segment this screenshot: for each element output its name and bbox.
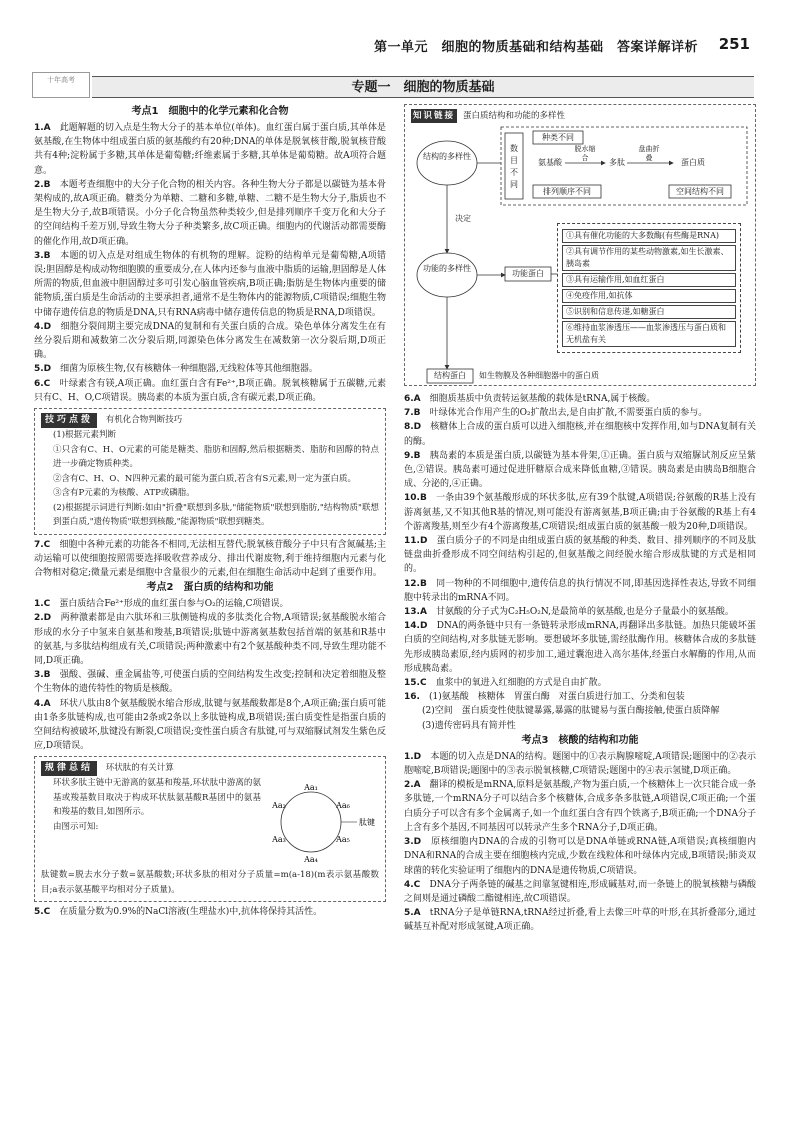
topic-title: 专题一 细胞的物质基础 [92,76,754,98]
answer-text: 两种激素都是由六肽环和三肽侧链构成的多肽类化合物,A项错误;氨基酸脱水缩合形成的水分子中氢来自氨基和羧基,B项错误;肽链中游离氨基数包括首端的氨基和R基中的氨基,与多肽结构组成有关,C项错误;两种激素中有2个氨基酸种类不同,导致生理功能不同,D项正确。 [34,613,386,666]
dehydration-label: 脱水缩合 [574,145,596,162]
answer-key: 4.C [404,879,421,890]
answer-item [404,835,756,878]
answer-text: 血浆中的氧进入红细胞的方式是自由扩散。 [435,678,607,689]
cyclic-peptide-diagram [261,776,379,868]
answer-text: 甘氨酸的分子式为C₂H₅O₂N,是最简单的氨基酸,也是分子量最小的氨基酸。 [435,607,734,618]
answer-item [404,906,756,934]
answer-text: 叶绿体光合作用产生的O₂扩散出去,是自由扩散,不需要蛋白质的参与。 [429,408,708,419]
concept-map [404,104,756,386]
amino-acid-label: 氨基酸 [538,158,562,167]
answer-key: 9.B [404,450,421,461]
answer-text: (3)遗传密码具有简并性 [422,720,516,731]
answer-item [34,362,386,376]
answer-item [34,249,386,320]
answer-text: 核糖体上合成的蛋白质可以进入细胞核,并在细胞核中发挥作用,如与DNA复制有关的酶。 [404,422,756,447]
right-column [404,104,756,935]
peptide-label: 多肽 [609,158,625,167]
function-protein: 功能蛋白 [512,269,544,278]
answer-text: 叶绿素含有镁,A项正确。血红蛋白含有Fe²⁺,B项正确。脱氧核糖属于五碳糖,元素只有C、H、O,C项错误。胰岛素的本质为蛋白质,含有碳元素,D项正确。 [34,378,386,403]
answer-key: 11.D [404,536,428,547]
answer-item [404,577,756,605]
answer-item [404,449,756,492]
answer-item [34,611,386,668]
answer-key: 1.D [404,751,422,762]
answer-item [404,392,756,406]
space-label: 空间结构不同 [676,187,724,196]
answer-key: 4.D [34,321,52,332]
answer-text: 强酸、强碱、重金属盐等,可使蛋白质的空间结构发生改变;控制和决定着细胞及整个生物体的遗传特性的物质是核酸。 [34,670,386,695]
answer-key: 2.A [404,780,421,791]
tip-title: 环状肽的有关计算 [105,763,174,774]
tip-line: ①只含有C、H、O元素的可能是糖类、脂肪和固醇,然后根据糖类、脂肪和固醇的特点进一步确定物质种类。 [53,444,379,470]
answer-list-2 [34,597,386,753]
answer-text: 蛋白质结合Fe²⁺形成的血红蛋白参与O₂的运输,C项错误。 [59,599,289,610]
tip-line: ③含有P元素的为核酸、ATP或磷脂。 [53,488,195,499]
answer-text: 本题的切入点是对组成生物体的有机物的理解。淀粉的结构单元是葡萄糖,A项错误;胆固醇是构成动物细胞膜的重要成分,在人体内还参与血液中脂质的运输,胆固醇是人体所需的物质,但血液中胆固醇过多可引发心脑血管疾病,B项正确;脂肪是生物体内重要的储能物质,蛋白质是生命活动的主要承担者,通常不是生物体内的能源物质,C项错误;细胞生物中储存遗传信息的物质是DNA,只有RNA病毒中储存遗传信息的物质是RNA,D项错误。 [34,250,386,318]
answer-item [34,668,386,696]
diagram-badge: 知识链接 [411,109,457,123]
ring-circle [281,792,341,852]
function-list [557,223,741,353]
answer-item: 7.C 细胞中各种元素的功能各不相同,无法相互替代;脱氧核苷酸分子中只有含氮碱基;主动运输可以使细胞按照需要选择吸收营养成分、排出代谢废物,利于维持细胞内元素与化合物相对稳定;微量元素是细胞中含量很少的元素,但在细胞生命活动中起到了重要作用。 [34,539,386,578]
answer-item [34,320,386,363]
function-diversity: 功能的多样性 [423,264,471,273]
tip-line: (1)根据元素判断 [53,430,117,441]
answer-key: 1.A [34,123,51,133]
answer-item [34,597,386,611]
function-ellipse [417,253,477,297]
answer-text: 同一物种的不同细胞中,遗传信息的执行情况不同,即基因选择性表达,导致不同细胞中转录出的mRNA不同。 [404,578,756,603]
function-item: ④免疫作用,如抗体 [562,289,736,303]
tip-badge: 规律总结 [41,761,97,776]
answer-key: 5.D [34,364,52,375]
tip-formula: 肽键数=脱去水分子数=氨基酸数;环状多肽的相对分子质量=m(a-18)(m表示氨基酸数目;a表示氨基酸平均相对分子质量)。 [41,870,379,895]
answer-text: 本题的切入点是DNA的结构。题图中的①表示胸腺嘧啶,A项错误;题图中的②表示胞嘧啶,B项错误;题图中的③表示脱氧核糖,C项错误;题图中的④表示氢键,D项正确。 [404,751,756,777]
kind-label: 种类不同 [542,133,574,142]
answer-text: 蛋白质分子的不同是由组成蛋白质的氨基酸的种类、数目、排列顺序的不同及肽链盘曲折叠形成不同空间结构引起的,但氨基酸之间经脱水缩合形成肽键的方式是相同的。 [404,536,756,575]
answer-key: 2.D [34,613,52,624]
tip-line: ②含有C、H、O、N四种元素的最可能为蛋白质,若含有S元素,则一定为蛋白质。 [53,473,357,484]
answer-item [404,406,756,420]
answer-text: 环状八肽由8个氨基酸脱水缩合形成,肽键与氨基酸数都是8个,A项正确;蛋白质可能由1条多肽链构成,也可能由2条或2条以上多肽链构成,B项错误;蛋白质变性是指蛋白质的空间结构被破坏,肽键没有断裂,C项错误;变性蛋白质含有肽键,可与双缩脲试剂发生紫色反应,D项错误。 [34,698,386,752]
answer-item: 5.C 在质量分数为0.9%的NaCl溶液(生理盐水)中,抗体将保持其活性。 [34,907,323,918]
answer-text: 本题考查细胞中的大分子化合物的相关内容。各种生物大分子都是以碳链为基本骨架构成的,故A项正确。糖类分为单糖、二糖和多糖,单糖、二糖不是生物大分子,脂质也不是生物大分子,故B项错误。小分子化合物虽然种类较少,但是排列顺序千变万化和大分子的空间结构千差万别,导致生物大分子种类繁多,故C项正确。细胞内的代谢活动都需要酶的催化作用,故D项正确。 [34,179,386,247]
answer-key: 7.B [404,408,421,419]
answer-key: 15.C [404,678,427,689]
structure-diversity: 结构的多样性 [423,152,471,161]
answer-key: 13.A [404,607,427,618]
section-title-1: 考点1 细胞中的化学元素和化合物 [131,106,289,117]
ring-label-6: Aa₂ [272,801,286,811]
answer-key: 2.B [34,179,51,190]
ring-label-2: Aa₆ [336,801,350,811]
answer-key: 12.B [404,578,427,589]
ring-label-3: Aa₅ [336,835,350,845]
answer-text: 细胞质基质中负责转运氨基酸的载体是tRNA,属于核酸。 [429,394,656,404]
ring-label-1: Aa₁ [304,783,318,793]
answer-item [404,605,756,619]
answer-key: 1.C [34,599,51,610]
function-item: ②具有调节作用的某些动物激素,如生长激素、胰岛素 [562,245,736,271]
diagram-heading [411,109,565,123]
answer-key: 14.D [404,621,428,632]
answer-key: 3.B [34,670,51,681]
answer-list-1 [34,121,386,405]
tip-lines [41,428,379,530]
function-item: ①具有催化功能的大多数酶(有些酶是RNA) [562,229,736,243]
left-column [34,104,386,920]
answer-key: 4.A [34,698,51,709]
answer-item [404,704,756,718]
header-title: 第一单元 细胞的物质基础和结构基础 答案详解详析 [373,40,698,55]
answer-item [404,690,756,704]
order-label: 排列顺序不同 [543,187,591,196]
answer-item [404,420,756,448]
structure-protein: 结构蛋白 [434,371,466,380]
answer-key: 3.D [404,837,422,848]
answer-text: 原核细胞内DNA的合成的引物可以是DNA单链或RNA链,A项错误;真核细胞内DNA和RNA的合成主要在细胞核内完成,少数在线粒体和叶绿体内完成,B项错误;肺炎双球菌的转化实验证明了细胞内的DNA是遗传物质,C项错误。 [404,837,756,876]
tip-text: 环状多肽主链中无游离的氨基和羧基,环状肽中游离的氨基或羧基数目取决于构成环状肽氨基酸R基团中的氨基和羧基的数目,如图所示。 由图示可知: [53,778,261,832]
answer-item [34,178,386,249]
page-header [0,34,790,60]
answer-item [404,676,756,690]
function-item: ③具有运输作用,如血红蛋白 [562,273,736,287]
answer-text: DNA的两条链中只有一条链转录形成mRNA,再翻译出多肽链。加热只能破坏蛋白质的空间结构,对多肽链无影响。要想破坏多肽链,需经肽酶作用。核糖体合成的多肽链先形成胰岛素原,经内质网的初步加工,通过囊泡进入高尔基体,经蛋白水解酶的作用,从而形成胰岛素。 [404,621,756,674]
tip-line: (2)根据提示词进行判断:如由"折叠"联想到多肽,"储能物质"联想到脂肪,"结构物质"联想到蛋白质,"遗传物质"联想到核酸,"能源物质"联想到糖类。 [53,502,379,528]
answer-item [404,534,756,577]
answer-text: (1)氨基酸 核糖体 胃蛋白酶 对蛋白质进行加工、分类和包装 [428,692,685,703]
answer-text: 翻译的模板是mRNA,原料是氨基酸,产物为蛋白质,一个核糖体上一次只能合成一条多肽链,一个mRNA分子可以结合多个核糖体,合成多条多肽链,A项错误,C项正确;一个蛋白质分子可以含有多个金属离子,如一个血红蛋白含有四个铁离子,B项正确;一个DNA分子上含有多个基因,不同基因可以转录产生多个RNA分子,D项正确。 [404,780,756,833]
folding-label: 盘曲折叠 [638,145,660,162]
page-number: 251 [718,35,750,53]
answer-list-2b [404,392,756,733]
answer-item [34,377,386,405]
function-item: ⑥维持血浆渗透压——血浆渗透压与蛋白质和无机盐有关 [562,321,736,347]
answer-item [404,491,756,534]
answer-key: 16. [404,692,420,703]
answer-text: DNA分子两条链的碱基之间靠氢键相连,形成碱基对,而一条链上的脱氧核糖与磷酸之间则是通过磷酸二酯键相连,故C项错误。 [404,879,756,904]
tip-badge: 技巧点拨 [41,413,97,428]
answer-item [34,697,386,754]
decide-label: 决定 [455,214,471,223]
answer-key: 6.C [34,378,51,389]
answer-text: 胰岛素的本质是蛋白质,以碳链为基本骨架,①正确。蛋白质与双缩脲试剂反应呈紫色,②错误。胰岛素可通过促进肝糖原合成来降低血糖,③错误。胰岛素是由胰岛B细胞合成、分泌的,④正确。 [404,450,756,490]
bond-label: 肽键 [359,818,375,828]
answer-item [34,121,386,178]
answer-text: tRNA分子是单链RNA,tRNA经过折叠,看上去像三叶草的叶形,在其折叠部分,通过碱基互补配对形成氢键,A项正确。 [404,908,756,933]
answer-text: 细胞分裂间期主要完成DNA的复制和有关蛋白质的合成。染色单体分离发生在有丝分裂后期和减数第二次分裂后期,同源染色体分离发生在减数第一次分裂后期,D项正确。 [34,321,386,361]
answer-text: 此题解题的切入点是生物大分子的基本单位(单体)。血红蛋白属于蛋白质,其单体是氨基酸,在生物体中组成蛋白质的氨基酸约有20种;DNA的单体是脱氧核苷酸,脱氧核苷酸共有4种;淀粉属于多糖,其单体是葡萄糖;纤维素属于多糖,其单体是葡萄糖。故A项符合题意。 [34,123,386,176]
answer-item [404,778,756,835]
tip-box-cyclic-peptide [34,756,386,902]
section-title-2: 考点2 蛋白质的结构和功能 [146,582,274,594]
ring-label-4: Aa₄ [304,855,318,865]
tip-box-organic [34,408,386,535]
tip-title: 有机化合物判断技巧 [105,415,183,426]
answer-key: 8.D [404,422,422,433]
publisher-logo: 十年高考 [32,72,90,98]
function-item: ⑤识别和信息传递,如糖蛋白 [562,305,736,319]
answer-text: (2)空间 蛋白质变性使肽键暴露,暴露的肽键易与蛋白酶接触,使蛋白质降解 [422,706,720,717]
answer-item [404,719,756,733]
structure-protein-note: 如生物膜及各种细胞器中的蛋白质 [479,371,599,380]
answer-item [404,750,756,778]
structure-ellipse [417,141,477,185]
protein-label: 蛋白质 [681,158,705,167]
diagram-title: 蛋白质结构和功能的多样性 [463,111,566,121]
answer-item [404,878,756,906]
answer-key: 3.B [34,250,51,261]
answer-text: 一条由39个氨基酸形成的环状多肽,应有39个肽键,A项错误;谷氨酸的R基上没有游离氨基,又不知其他R基的情况,则可能没有游离氨基,B项正确;由于谷氨酸的R基上有4个游离羧基,则至少有4个游离羧基,C项错误;组成蛋白质的氨基酸一般为20种,D项错误。 [404,493,756,532]
answer-key: 10.B [404,493,427,504]
section-title-3: 考点3 核酸的结构和功能 [521,734,639,746]
answer-key: 6.A [404,394,421,404]
number-label: 数目不同 [510,144,518,189]
answer-list-3 [404,750,756,935]
answer-text: 细菌为原核生物,仅有核糖体一种细胞器,无线粒体等其他细胞器。 [60,364,318,375]
answer-item [404,619,756,676]
answer-key: 5.A [404,908,421,919]
ring-label-5: Aa₃ [272,835,286,845]
